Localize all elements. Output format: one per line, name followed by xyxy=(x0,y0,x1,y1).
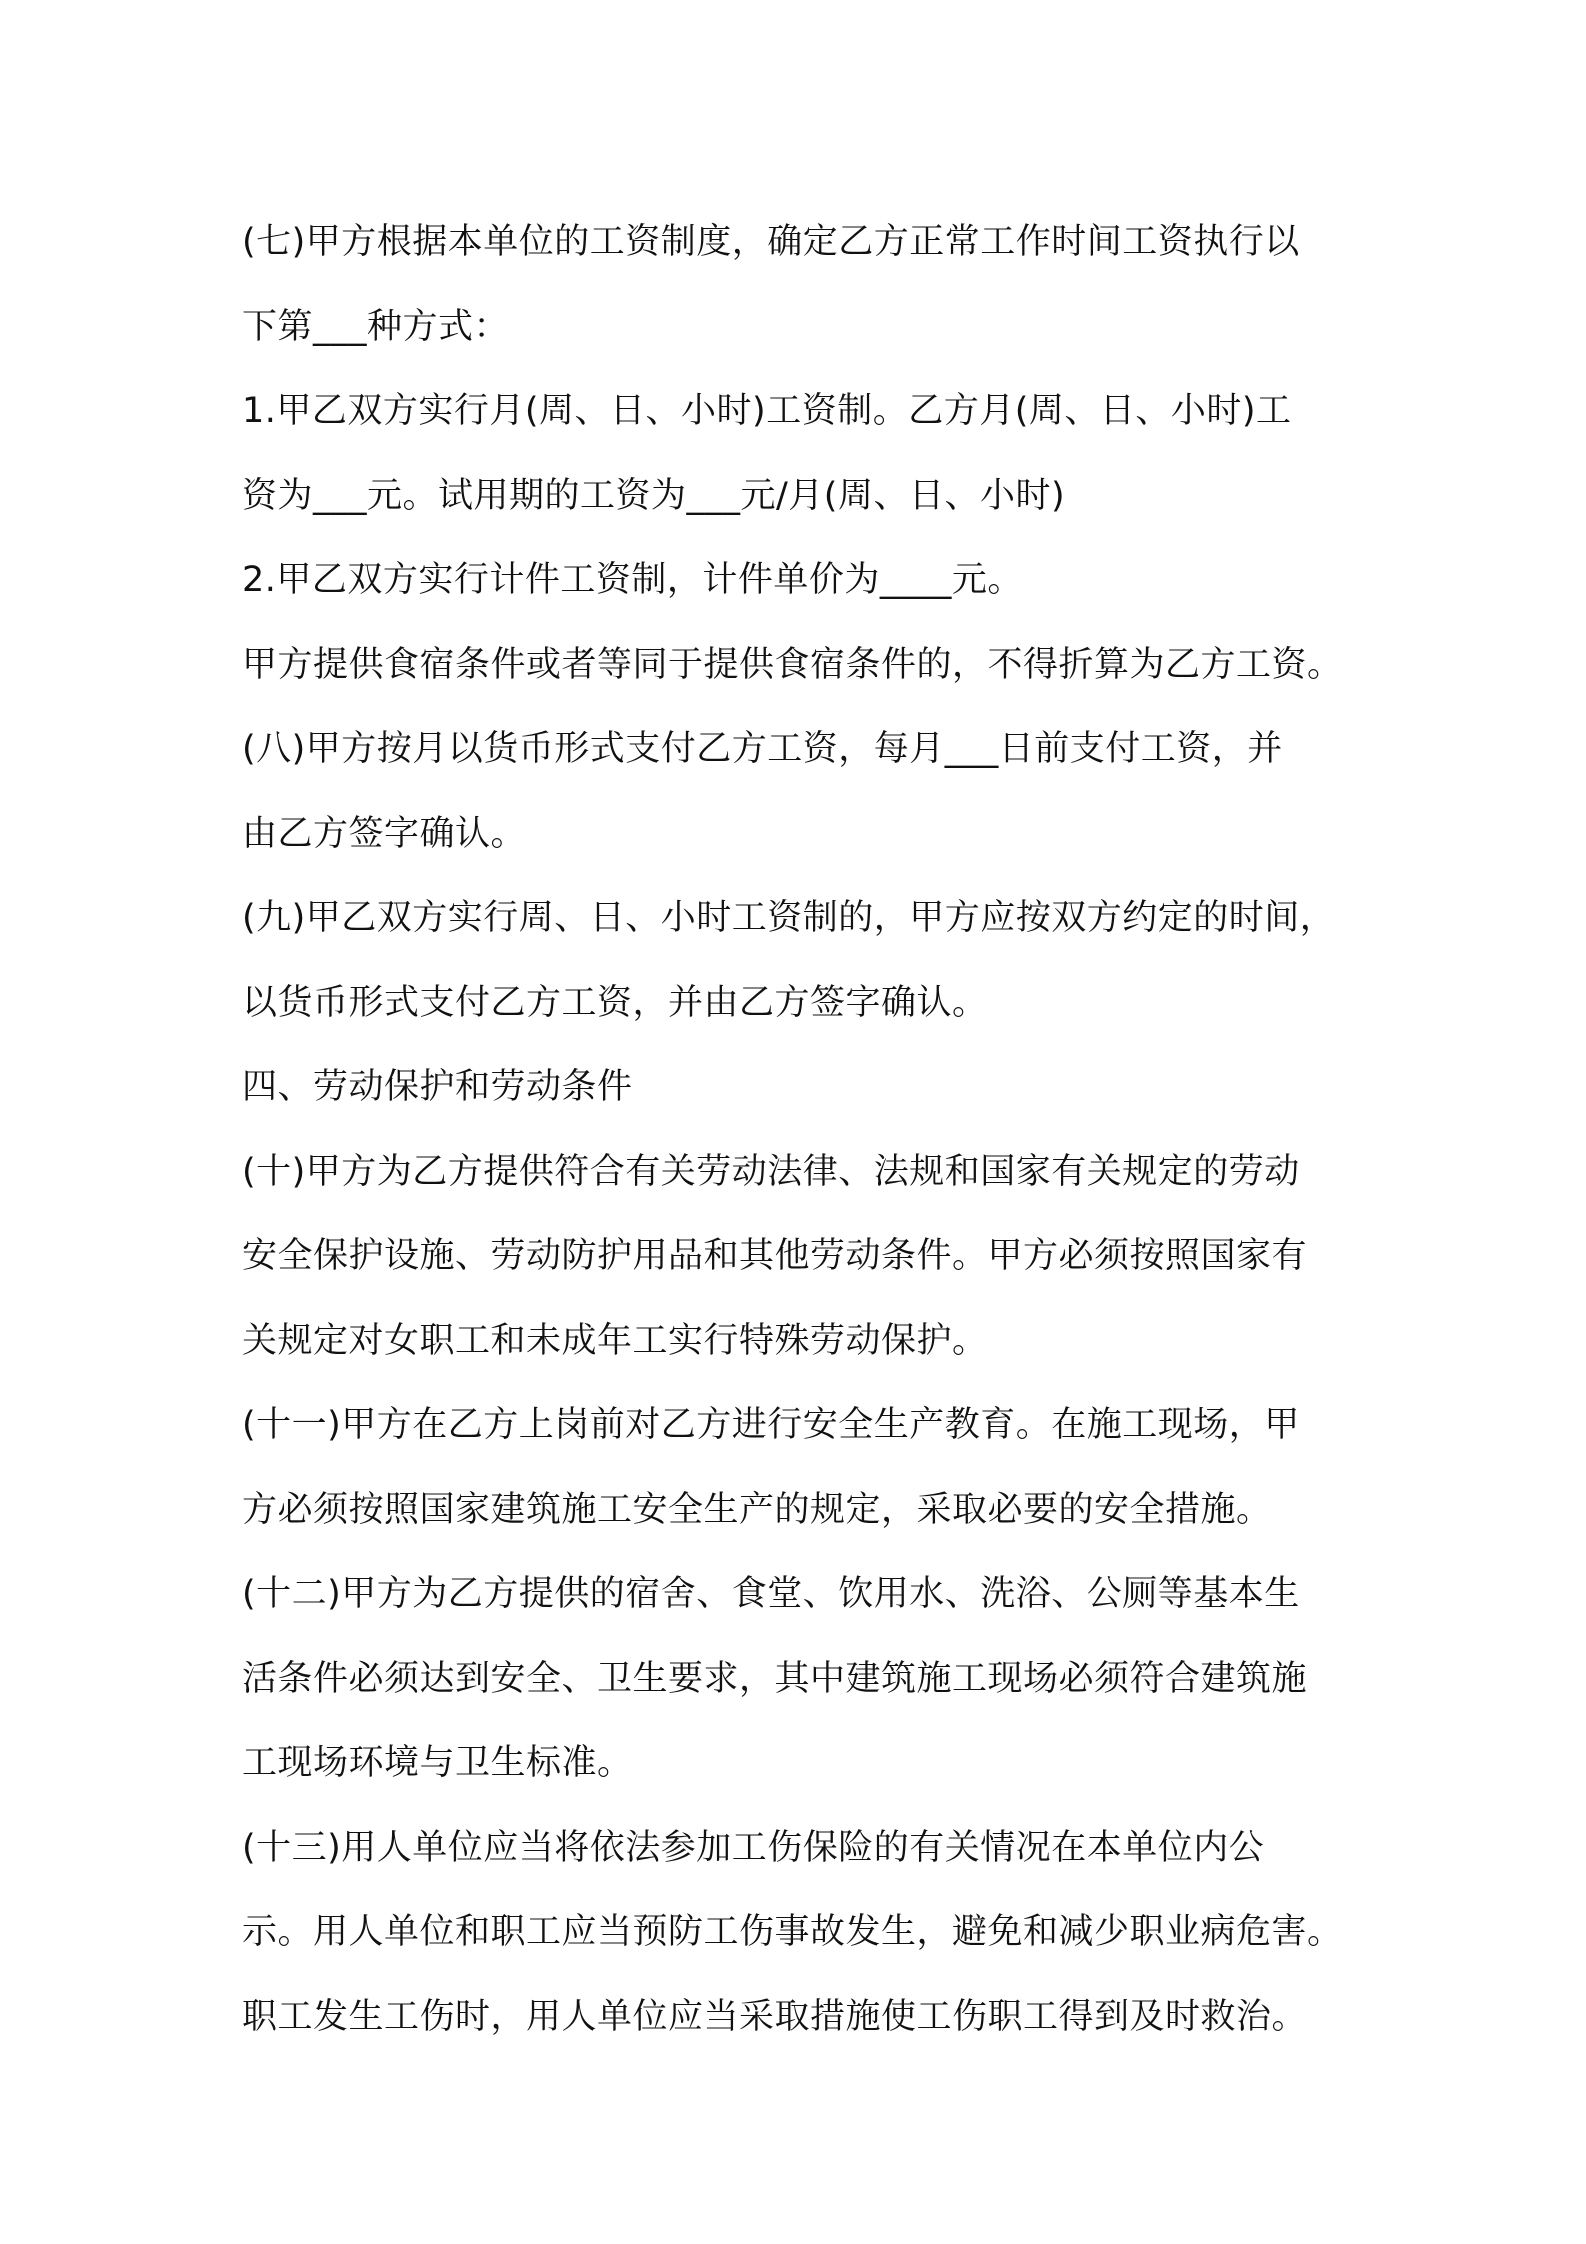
text-line: 下第___种方式： xyxy=(242,306,510,347)
text-line: 活条件必须达到安全、卫生要求，其中建筑施工现场必须符合建筑施 xyxy=(242,1658,1308,1699)
text-line: 工现场环境与卫生标准。 xyxy=(242,1743,633,1783)
text-line: 安全保护设施、劳动防护用品和其他劳动条件。甲方必须按照国家有 xyxy=(242,1236,1308,1276)
text-line: 1.甲乙双方实行月(周、日、小时)工资制。乙方月(周、日、小时)工 xyxy=(242,391,1292,431)
text-line: 资为___元。试用期的工资为___元/月(周、日、小时) xyxy=(242,475,1066,516)
text-line: 关规定对女职工和未成年工实行特殊劳动保护。 xyxy=(242,1320,988,1361)
text-line: (九)甲乙双方实行周、日、小时工资制的，甲方应按双方约定的时间， xyxy=(242,898,1336,938)
text-line: 甲方提供食宿条件或者等同于提供食宿条件的，不得折算为乙方工资。 xyxy=(242,644,1343,685)
text-line: 方必须按照国家建筑施工安全生产的规定，采取必要的安全措施。 xyxy=(242,1489,1272,1530)
text-line: (八)甲方按月以货币形式支付乙方工资，每月___日前支付工资，并 xyxy=(242,729,1283,769)
text-line: (十一)甲方在乙方上岗前对乙方进行安全生产教育。在施工现场，甲 xyxy=(242,1405,1300,1445)
text-line: 由乙方签字确认。 xyxy=(242,813,527,854)
text-line: (十三)用人单位应当将依法参加工伤保险的有关情况在本单位内公 xyxy=(242,1827,1265,1868)
text-line: (七)甲方根据本单位的工资制度，确定乙方正常工作时间工资执行以 xyxy=(242,222,1300,262)
section-heading: 四、劳动保护和劳动条件 xyxy=(242,1067,633,1107)
text-line: (十二)甲方为乙方提供的宿舍、食堂、饮用水、洗浴、公厕等基本生 xyxy=(242,1574,1300,1614)
document-body xyxy=(242,200,1372,2059)
text-line: 2.甲乙双方实行计件工资制，计件单价为____元。 xyxy=(242,560,1023,600)
text-line: 以货币形式支付乙方工资，并由乙方签字确认。 xyxy=(242,982,988,1023)
text-line: (十)甲方为乙方提供符合有关劳动法律、法规和国家有关规定的劳动 xyxy=(242,1151,1300,1192)
text-line: 示。用人单位和职工应当预防工伤事故发生，避免和减少职业病危害。 xyxy=(242,1912,1343,1952)
text-line: 职工发生工伤时，用人单位应当采取措施使工伤职工得到及时救治。 xyxy=(242,1996,1308,2037)
